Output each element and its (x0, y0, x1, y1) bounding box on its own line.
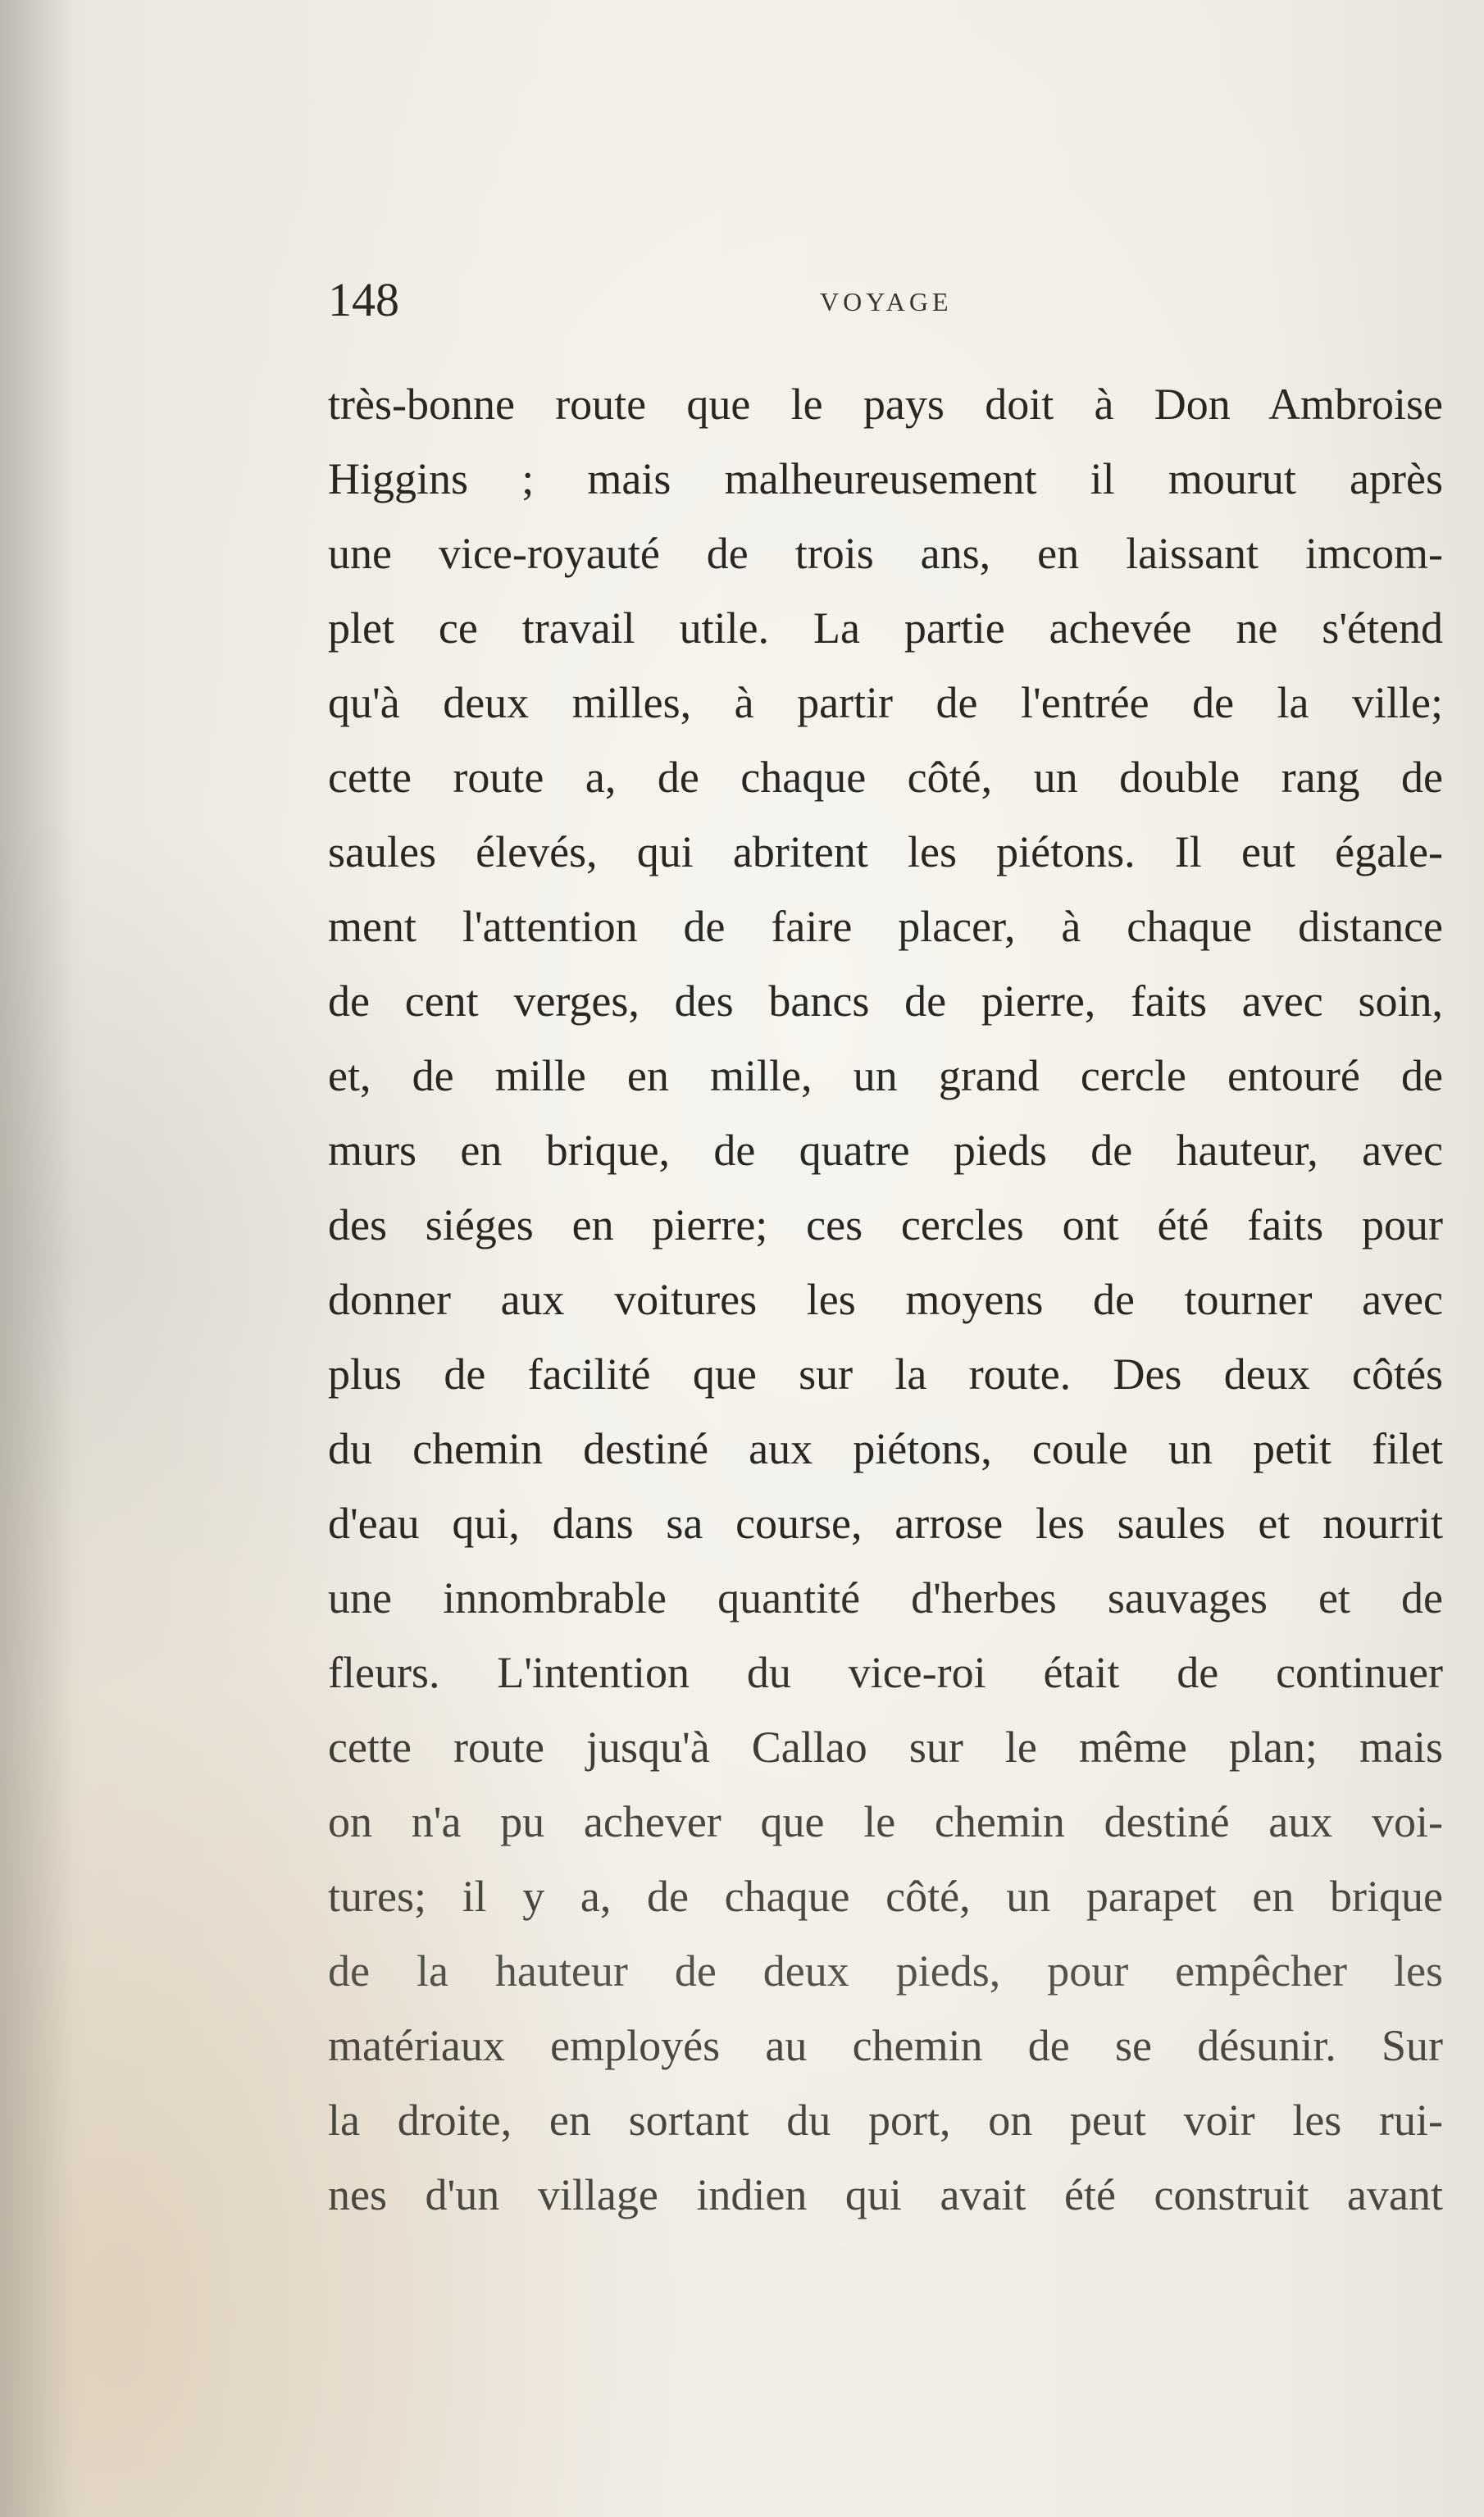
text-line: qu'à deux milles, à partir de l'entrée de la ville; (328, 678, 1443, 727)
text-line: d'eau qui, dans sa course, arrose les saules et nourrit (328, 1499, 1443, 1548)
page-number: 148 (328, 273, 399, 326)
text-line: et, de mille en mille, un grand cercle entouré de (328, 1051, 1443, 1100)
text-line: très-bonne route que le pays doit à Don Ambroise (328, 380, 1443, 429)
text-line: la droite, en sortant du port, on peut voir les rui- (328, 2096, 1443, 2145)
text-line: plus de facilité que sur la route. Des deux côtés (328, 1350, 1443, 1399)
text-line: une vice-royauté de trois ans, en laissant imcom- (328, 529, 1443, 578)
text-line: fleurs. L'intention du vice-roi était de continuer (328, 1648, 1443, 1697)
text-line: des siéges en pierre; ces cercles ont été faits pour (328, 1200, 1443, 1249)
text-line: du chemin destiné aux piétons, coule un petit filet (328, 1424, 1443, 1473)
text-line: donner aux voitures les moyens de tourner avec (328, 1275, 1443, 1324)
running-head: VOYAGE (820, 287, 953, 316)
text-line: plet ce travail utile. La partie achevée ne s'étend (328, 603, 1443, 653)
text-line: de cent verges, des bancs de pierre, faits avec soin, (328, 976, 1443, 1026)
text-line: cette route jusqu'à Callao sur le même plan; mais (328, 1723, 1443, 1772)
text-line: on n'a pu achever que le chemin destiné aux voi- (328, 1797, 1443, 1846)
body-text (328, 367, 1443, 2233)
text-line: de la hauteur de deux pieds, pour empêcher les (328, 1946, 1443, 1996)
text-line: murs en brique, de quatre pieds de hauteur, avec (328, 1126, 1443, 1175)
page-header (328, 275, 1451, 325)
text-line: nes d'un village indien qui avait été construit avant (328, 2170, 1443, 2219)
spine-shadow (0, 0, 74, 2517)
text-line: Higgins ; mais malheureusement il mourut après (328, 454, 1443, 503)
text-line: cette route a, de chaque côté, un double rang de (328, 753, 1443, 802)
text-line: saules élevés, qui abritent les piétons. Il eut égale- (328, 827, 1443, 876)
text-line: ment l'attention de faire placer, à chaque distance (328, 902, 1443, 951)
text-line: matériaux employés au chemin de se désunir. Sur (328, 2021, 1443, 2070)
text-line: une innombrable quantité d'herbes sauvages et de (328, 1573, 1443, 1623)
text-line: tures; il y a, de chaque côté, un parapet en brique (328, 1872, 1443, 1921)
